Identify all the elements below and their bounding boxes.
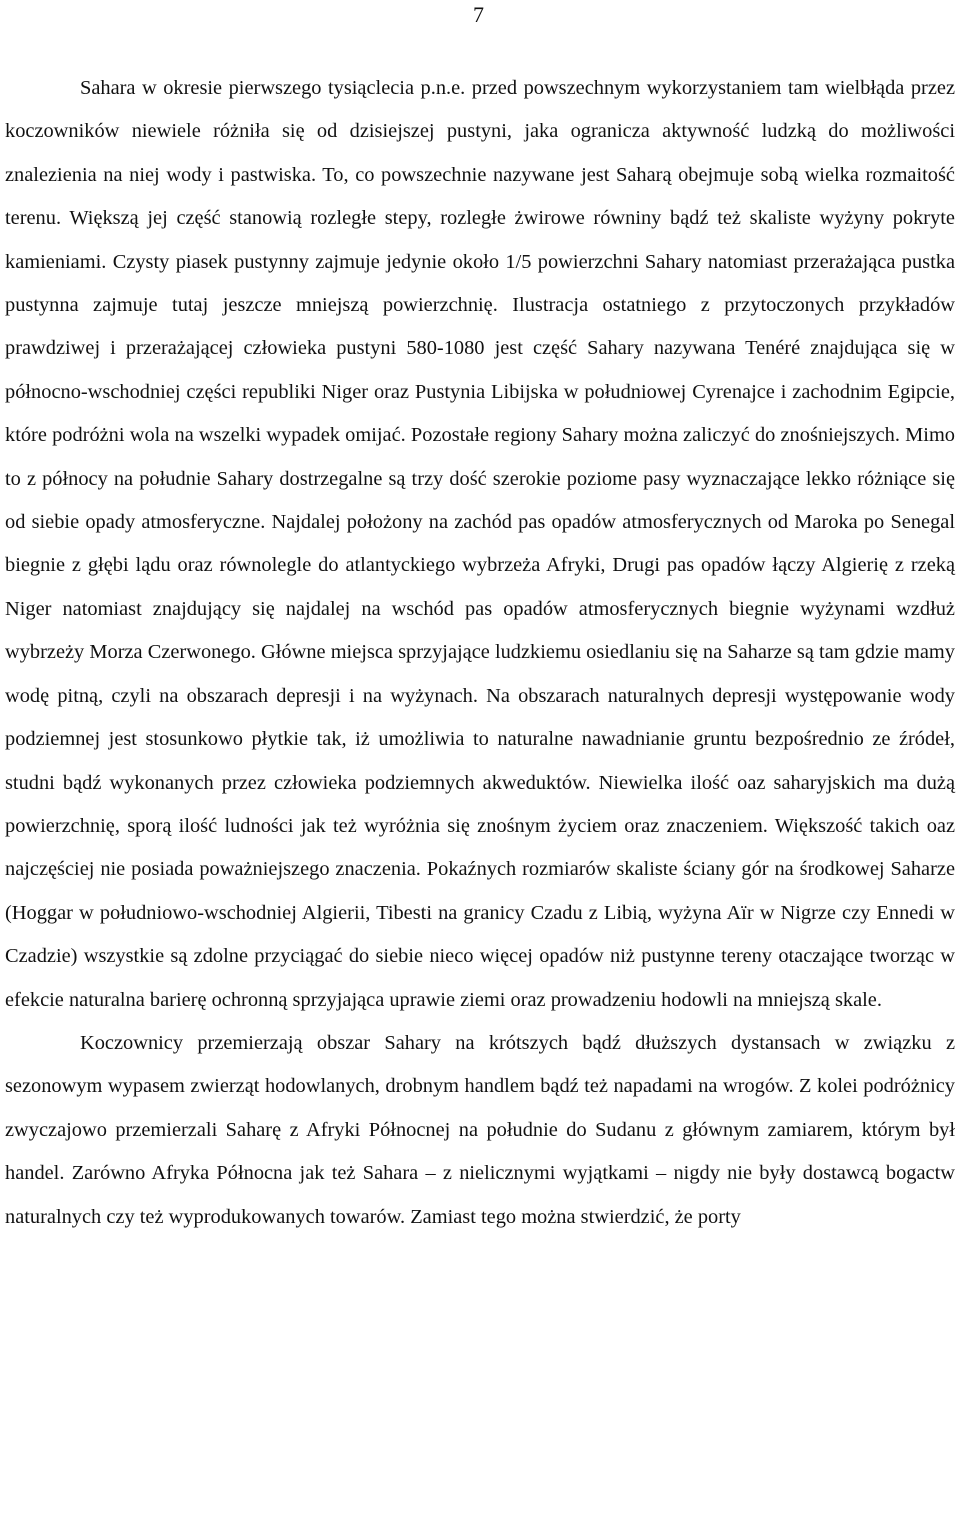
paragraph-nomads-trade: Koczownicy przemierzają obszar Sahary na krótszych bądź dłuższych dystansach w związku z sezonowym wypasem zwierząt hodowlanych, drobnym handlem bądź też napadami na wrogów. Z kolei podróżnicy zwyczajowo przemierzali Saharę z Afryki Północnej na południe do Sudanu z głównym zamiarem, którym był handel. Zarówno Afryka Północna jak też Sahara – z nielicznymi wyjątkami – nigdy nie były dostawcą bogactw naturalnych czy też wyprodukowanych towarów. Zamiast tego można stwierdzić, że porty xyxy=(5,1031,955,1228)
paragraph-sahara-geography: Sahara w okresie pierwszego tysiąclecia p.n.e. przed powszechnym wykorzystaniem tam wielbłąda przez koczowników niewiele różniła się od dzisiejszej pustyni, jaka ogranicza aktywność ludzką do możliwości znalezienia na niej wody i pastwiska. To, co powszechnie nazywane jest Saharą obejmuje sobą wielka rozmaitość terenu. Większą jej część stanowią rozległe stepy, rozległe żwirowe równiny bądź też skaliste wyżyny pokryte kamieniami. Czysty piasek pustynny zajmuje jedynie około 1/5 powierzchni Sahary natomiast przerażająca pustka pustynna zajmuje tutaj jeszcze mniejszą powierzchnię. Ilustracja ostatniego z przytoczonych przykładów prawdziwej i przerażającej człowieka pustyni 580-1080 jest część Sahary nazywana Tenéré znajdująca się w północno-wschodniej części republiki Niger oraz Pustynia Libijska w południowej Cyrenajce i zachodnim Egipcie, które podróżni wola na wszelki wypadek omijać. Pozostałe regiony Sahary można zaliczyć do znośniejszych. Mimo to z północy na południe Sahary dostrzegalne są trzy dość szerokie poziome pasy wyznaczające lekko różniące się od siebie opady atmosferyczne. Najdalej położony na zachód pas opadów atmosferycznych od Maroka po Senegal biegnie z głębi lądu oraz równolegle do atlantyckiego wybrzeża Afryki, Drugi pas opadów łączy Algierię z rzeką Niger natomiast znajdujący się najdalej na wschód pas opadów atmosferycznych biegnie wyżynami wzdłuż wybrzeży Morza Czerwonego. Główne miejsca sprzyjające ludzkiemu osiedlaniu się na Saharze są tam gdzie mamy wodę pitną, czyli na obszarach depresji i na wyżynach. Na obszarach naturalnych depresji występowanie wody podziemnej jest stosunkowo płytkie tak, iż umożliwia to naturalne nawadnianie gruntu bezpośrednio ze źródeł, studni bądź wykonanych przez człowieka podziemnych akweduktów. Niewielka ilość oaz saharyjskich ma dużą powierzchnię, sporą ilość ludności jak też wyróżnia się znośnym życiem oraz znaczeniem. Większość takich oaz najczęściej nie posiada poważniejszego znaczenia. Pokaźnych rozmiarów skaliste ściany gór na środkowej Saharze (Hoggar w południowo-wschodniej Algierii, Tibesti na granicy Czadu z Libią, wyżyna Aïr w Nigrze czy Ennedi w Czadzie) wszystkie są zdolne przyciągać do siebie nieco więcej opadów niż pustynne tereny otaczające tworząc w efekcie naturalna barierę ochronną sprzyjająca uprawie ziemi oraz prowadzeniu hodowli na mniejszą skale. xyxy=(5,77,955,1011)
page-number: 7 xyxy=(473,2,484,27)
document-body xyxy=(5,67,955,1239)
